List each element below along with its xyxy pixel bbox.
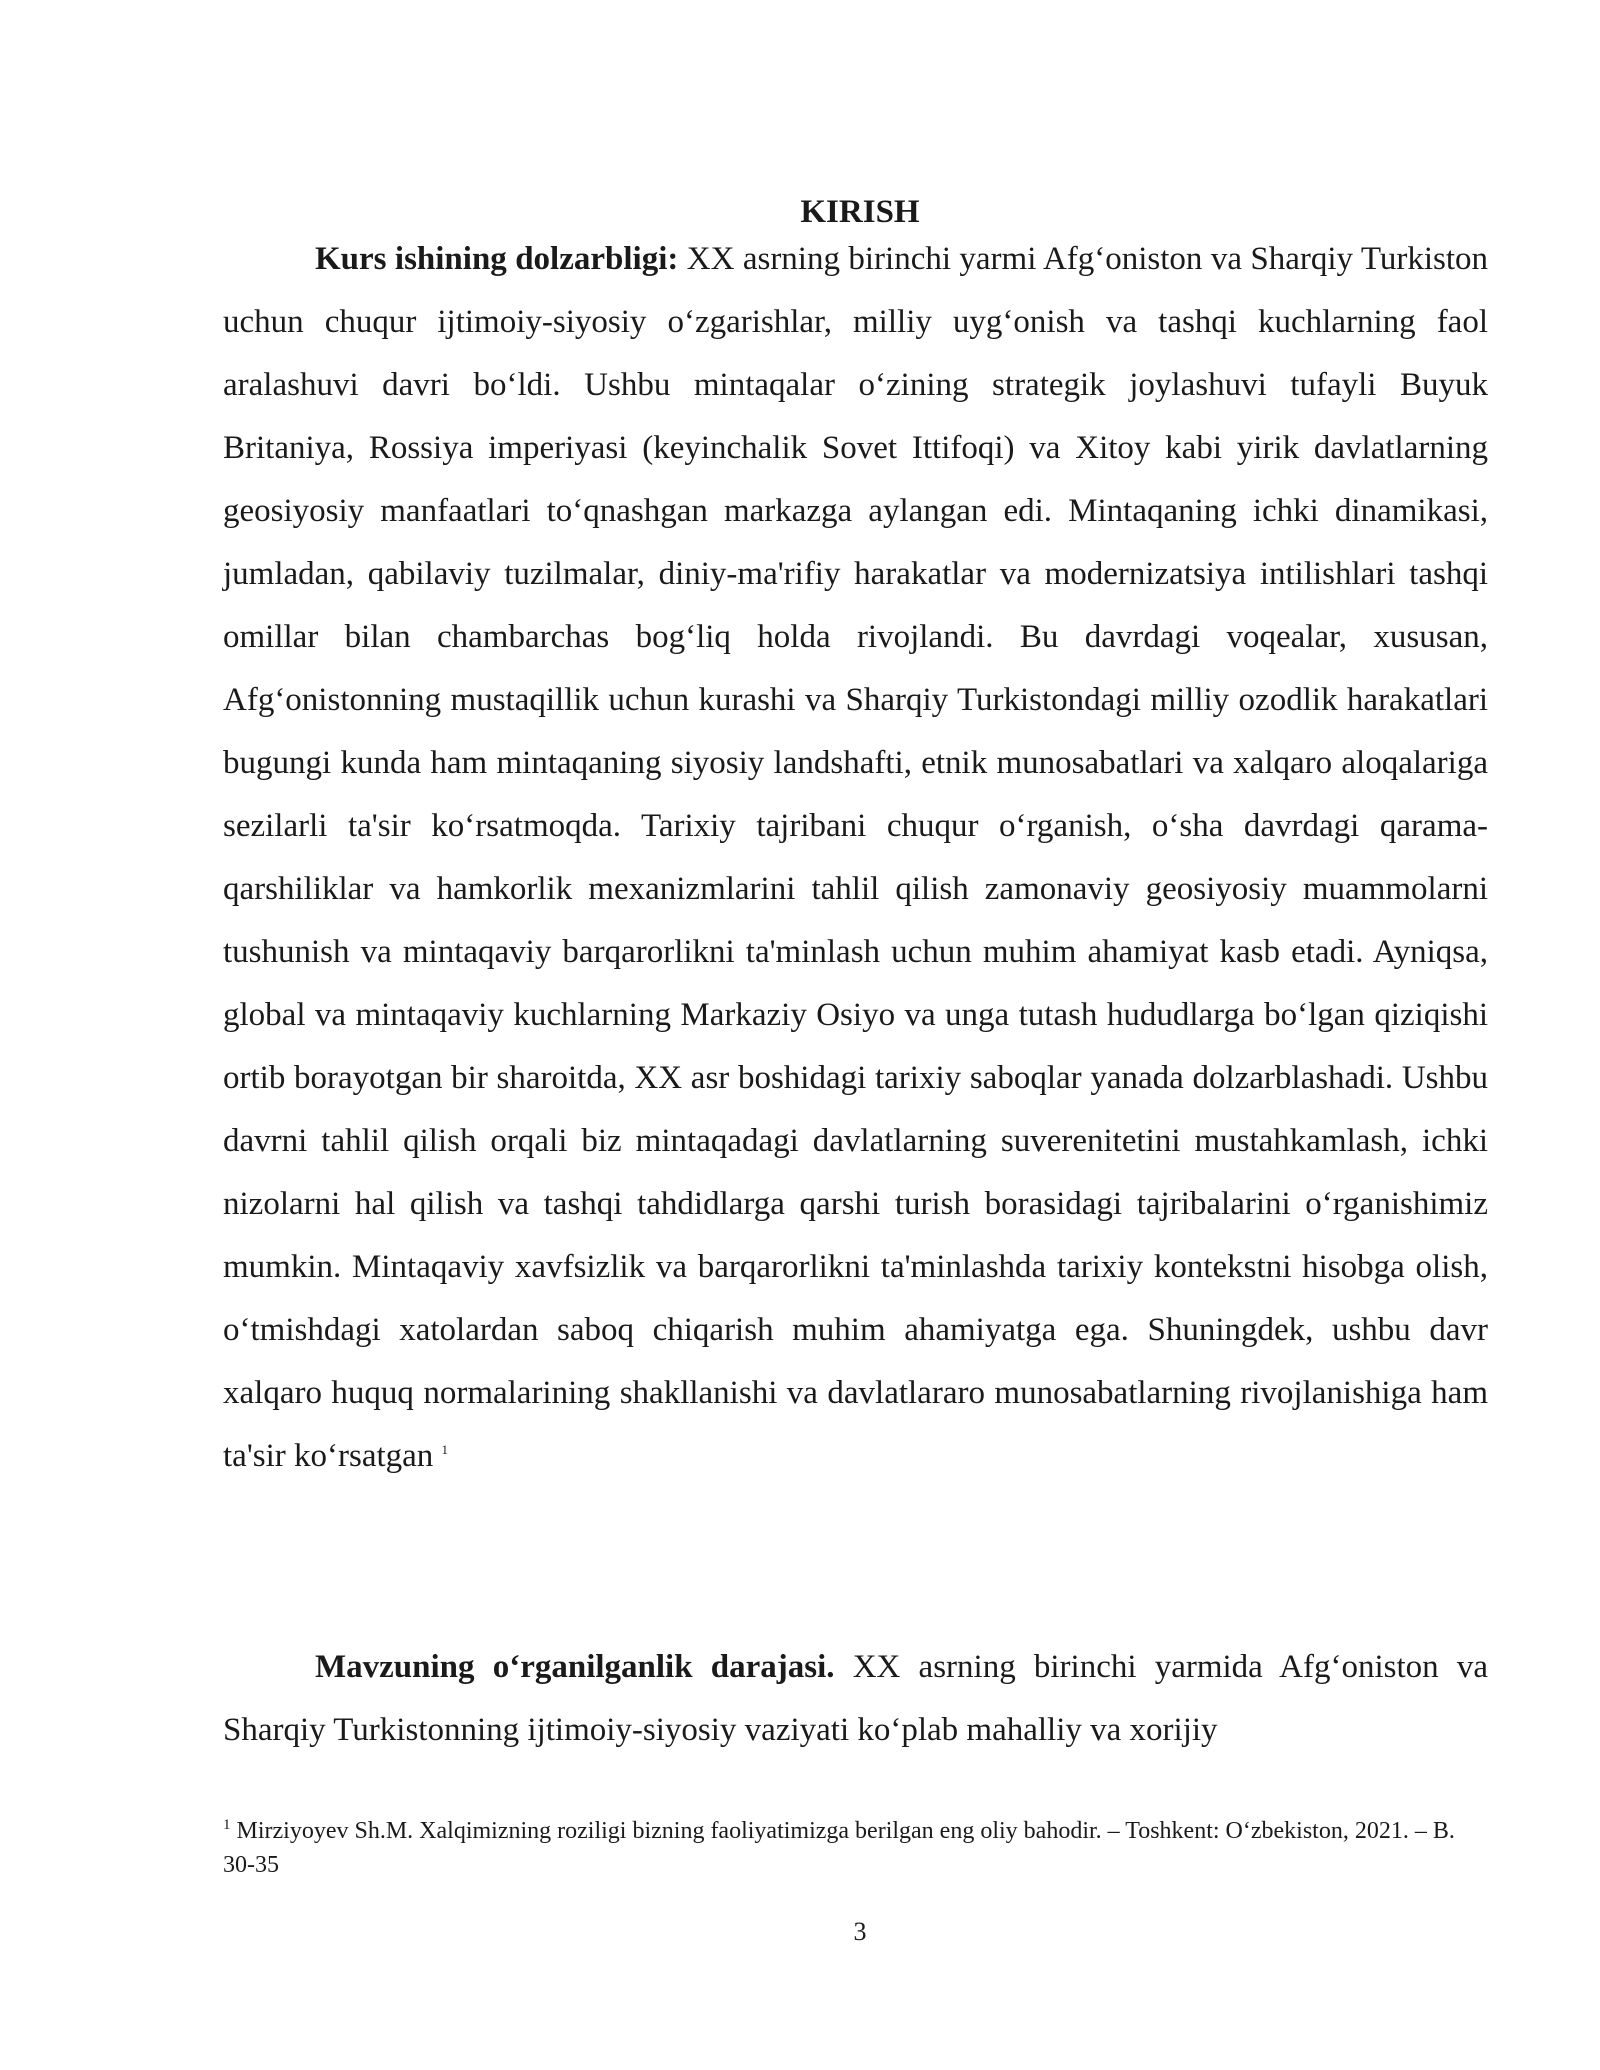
page-number: 3	[853, 1917, 867, 1946]
footnote-text: Mirziyoyev Sh.M. Xalqimizning roziligi bizning faoliyatimizga berilgan eng oliy bahodir. – Toshkent: O‘zbekiston, 2021. – B. 30-35	[223, 1818, 1455, 1878]
paragraph-study-level-lead: Mavzuning o‘rganilganlik darajasi.	[315, 1649, 835, 1685]
footnote-reference[interactable]: 1	[441, 1442, 449, 1457]
paragraph-relevance-text: XX asrning birinchi yarmi Afg‘oniston va Sharqiy Turkiston uchun chuqur ijtimoiy-siyosiy o‘zgarishlar, milliy uyg‘onish va tashqi kuchlarning faol aralashuvi davri bo‘ldi. Ushbu mintaqalar o‘zining strategik joylashuvi tufayli Buyuk Britaniya, Rossiya imperiyasi (keyinchalik Sovet Ittifoqi) va Xitoy kabi yirik davlatlarning geosiyosiy manfaatlari to‘qnashgan markazga aylangan edi. Mintaqaning ichki dinamikasi, jumladan, qabilaviy tuzilmalar, diniy-ma'rifiy harakatlar va modernizatsiya intilishlari tashqi omillar bilan chambarchas bog‘liq holda rivojlandi. Bu davrdagi voqealar, xususan, Afg‘onistonning mustaqillik uchun kurashi va Sharqiy Turkistondagi milliy ozodlik harakatlari bugungi kunda ham mintaqaning siyosiy landshafti, etnik munosabatlari va xalqaro aloqalariga sezilarli ta'sir ko‘rsatmoqda. Tarixiy tajribani chuqur o‘rganish, o‘sha davrdagi qarama-qarshiliklar va hamkorlik mexanizmlarini tahlil qilish zamonaviy geosiyosiy muammolarni tushunish va mintaqaviy barqarorlikni ta'minlash uchun muhim ahamiyat kasb etadi. Ayniqsa, global va mintaqaviy kuchlarning Markaziy Osiyo va unga tutash hududlarga bo‘lgan qiziqishi ortib borayotgan bir sharoitda, XX asr boshidagi tarixiy saboqlar yanada dolzarblashadi. Ushbu davrni tahlil qilish orqali biz mintaqadagi davlatlarning suverenitetini mustahkamlash, ichki nizolarni hal qilish va tashqi tahdidlarga qarshi turish borasidagi tajribalarini o‘rganishimiz mumkin. Mintaqaviy xavfsizlik va barqarorlikni ta'minlashda tarixiy kontekstni hisobga olish, o‘tmishdagi xatolardan saboq chiqarish muhim ahamiyatga ega. Shuningdek, ushbu davr xalqaro huquq normalarining shakllanishi va davlatlararo munosabatlarning rivojlanishiga ham ta'sir ko‘rsatgan	[223, 241, 1488, 1474]
paragraph-relevance-lead: Kurs ishining dolzarbligi:	[315, 241, 679, 277]
paragraph-study-level-text: XX asrning birinchi yarmida Afg‘oniston va Sharqiy Turkistonning ijtimoiy-siyosiy vaziyati ko‘plab mahalliy va xorijiy	[223, 1649, 1489, 1748]
paragraph-study-level	[223, 1636, 1488, 1762]
section-heading: KIRISH	[800, 194, 920, 230]
footnote	[223, 1814, 1488, 1882]
footnote-number: 1	[223, 1817, 231, 1833]
paragraph-relevance	[223, 228, 1488, 1488]
